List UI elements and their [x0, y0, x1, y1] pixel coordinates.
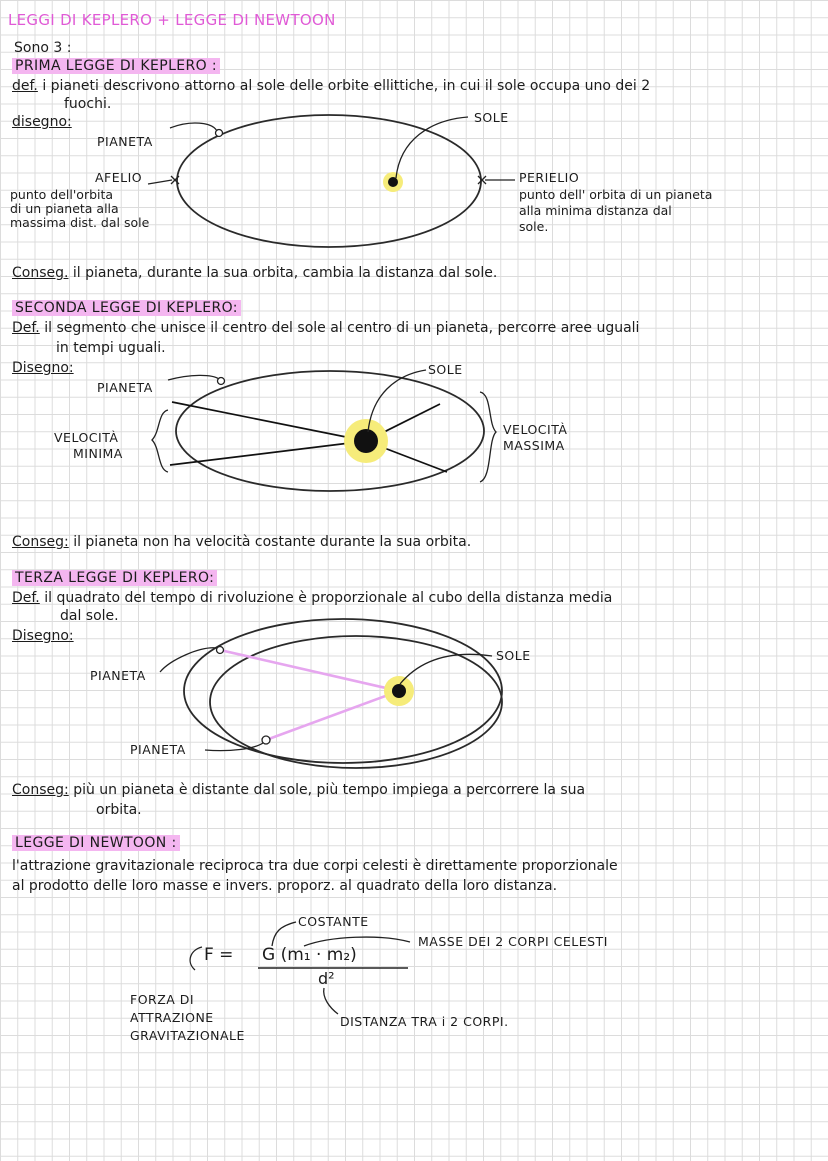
radius-line [266, 691, 399, 740]
law2-consequence: Conseg: il pianeta non ha velocità costante durante la sua orbita. [12, 534, 472, 550]
force-pointer [190, 947, 202, 970]
sun-pointer-1 [396, 117, 468, 178]
force-label: FORZA DI [130, 992, 195, 1007]
law3-sun-label: SOLE [496, 648, 531, 663]
max-speed-label: VELOCITÀ [503, 422, 568, 437]
perihelion-desc: alla minima distanza dal [519, 203, 672, 218]
min-speed-label: VELOCITÀ [54, 430, 119, 445]
planet-pointer-1 [170, 123, 217, 131]
law3-consequence: Conseg: più un pianeta è distante dal sole, più tempo impiega a percorrere la sua [12, 782, 586, 798]
force-label: GRAVITAZIONALE [130, 1028, 245, 1043]
formula-denominator: d² [318, 969, 335, 988]
law3-planet-label: PIANETA [90, 668, 146, 683]
aphelion-desc: massima dist. dal sole [10, 215, 150, 230]
sun-3 [392, 684, 406, 698]
law1-drawing-label: disegno: [12, 114, 72, 130]
law2-sun-label: SOLE [428, 362, 463, 377]
masses-label: MASSE DEI 2 CORPI CELESTI [418, 934, 608, 949]
aphelion-mark [148, 176, 179, 184]
law2-planet-label: PIANETA [97, 380, 153, 395]
min-speed-label: MINIMA [73, 446, 123, 461]
orbit-ellipse-2 [176, 371, 484, 491]
law1-planet-label: PIANETA [97, 134, 153, 149]
aphelion-desc: di un pianeta alla [10, 201, 119, 216]
constant-label: COSTANTE [298, 914, 369, 929]
sun-2 [354, 429, 378, 453]
planet-3a [217, 647, 224, 654]
constant-pointer [272, 922, 296, 946]
law2-drawing-label: Disegno: [12, 360, 74, 376]
law3-definition: Def. il quadrato del tempo di rivoluzione è proporzionale al cubo della distanza media [12, 590, 613, 606]
law1-definition: def. i pianeti descrivono attorno al sole delle orbite ellittiche, in cui il sole occupa uno dei 2 [12, 78, 651, 94]
planet-3b [262, 736, 270, 744]
aphelion-desc: punto dell'orbita [10, 187, 114, 202]
aphelion-label: AFELIO [95, 170, 143, 185]
perihelion-mark [478, 176, 515, 184]
distance-label: DISTANZA TRA i 2 CORPI. [340, 1014, 509, 1029]
perihelion-desc: punto dell' orbita di un pianeta [519, 187, 713, 202]
law3-planet-label: PIANETA [130, 742, 186, 757]
law2-definition: Def. il segmento che unisce il centro del sole al centro di un pianeta, percorre aree uguali [12, 320, 640, 336]
newton-definition: l'attrazione gravitazionale reciproca tra due corpi celesti è direttamente proporzionale [12, 858, 618, 874]
law1-heading: PRIMA LEGGE DI KEPLERO : [12, 58, 220, 74]
radius-line [170, 441, 366, 465]
planet-pointer-3a [160, 648, 217, 672]
law1-definition-cont: fuochi. [64, 96, 112, 112]
law3-heading: TERZA LEGGE DI KEPLERO: [12, 570, 217, 586]
planet-pointer-2 [168, 375, 219, 380]
page-title: LEGGI DI KEPLERO + LEGGE DI NEWTOON [8, 11, 336, 29]
newton-definition-cont: al prodotto delle loro masse e invers. proporz. al quadrato della loro distanza. [12, 878, 558, 894]
outer-orbit [210, 636, 502, 768]
law2-heading: SECONDA LEGGE DI KEPLERO: [12, 300, 241, 316]
radius-line [172, 402, 366, 441]
max-speed-label: MASSIMA [503, 438, 565, 453]
sun-pointer-3 [400, 654, 492, 684]
distance-pointer [324, 988, 338, 1014]
law2-definition-cont: in tempi uguali. [56, 340, 166, 356]
brace-left [152, 410, 168, 472]
radius-line [220, 650, 399, 691]
force-label: ATTRAZIONE [130, 1010, 214, 1025]
perihelion-label: PERIELIO [519, 170, 580, 185]
sun-1 [388, 177, 398, 187]
law3-drawing-label: Disegno: [12, 628, 74, 644]
formula-lhs: F = [204, 945, 234, 965]
law3-definition-cont: dal sole. [60, 608, 119, 624]
law1-sun-label: SOLE [474, 110, 509, 125]
formula-numerator: G (m₁ · m₂) [262, 945, 357, 965]
perihelion-desc: sole. [519, 219, 549, 234]
intro-text: Sono 3 : [14, 40, 72, 56]
law3-consequence-cont: orbita. [96, 802, 142, 818]
inner-orbit [184, 619, 502, 763]
law1-consequence: Conseg. il pianeta, durante la sua orbita, cambia la distanza dal sole. [12, 265, 498, 281]
newton-heading: LEGGE DI NEWTOON : [12, 835, 180, 851]
